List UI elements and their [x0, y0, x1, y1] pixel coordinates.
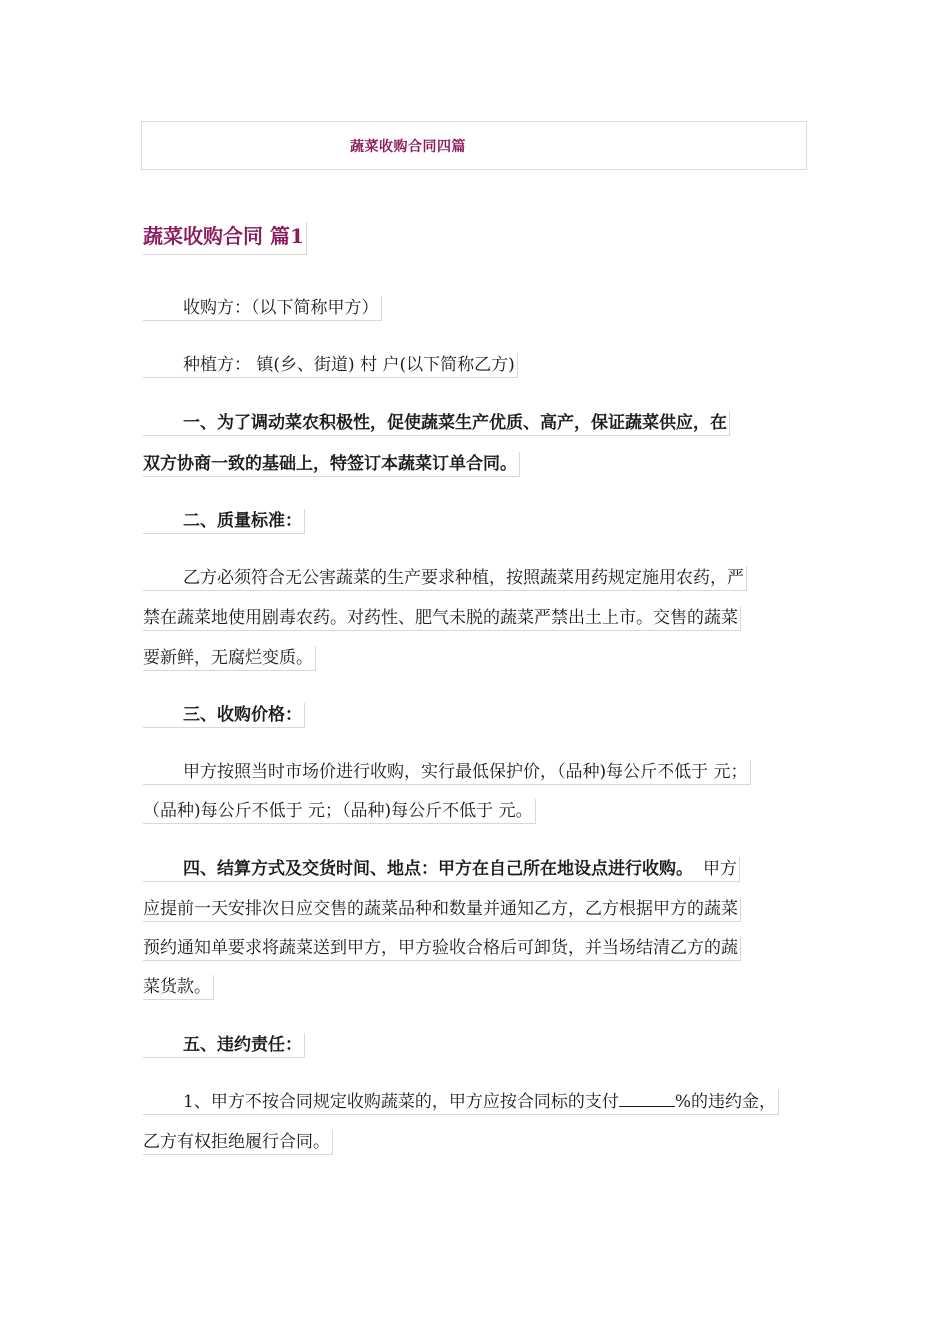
clause4-line1-tail: 甲方	[703, 859, 737, 879]
header-box	[141, 121, 807, 170]
clause2-line1: 乙方必须符合无公害蔬菜的生产要求种植，按照蔬菜用药规定施用农药，严	[143, 566, 747, 591]
clause5-item1-part2: %的违约金，	[674, 1092, 776, 1112]
percent-blank	[619, 1090, 675, 1107]
clause3-line1: 甲方按照当时市场价进行收购，实行最低保护价，（品种)每公斤不低于 元；	[143, 760, 751, 785]
clause4-line3: 预约通知单要求将蔬菜送到甲方，甲方验收合格后可卸货，并当场结清乙方的蔬	[143, 936, 741, 961]
clause5-heading: 五、违约责任：	[143, 1033, 305, 1058]
clause2-line3: 要新鲜，无腐烂变质。	[143, 646, 316, 671]
clause5-item1-part1: 1、甲方不按合同规定收购蔬菜的，甲方应按合同标的支付	[183, 1092, 619, 1112]
grower-line: 种植方： 镇(乡、街道) 村 户(以下简称乙方)	[143, 353, 518, 378]
clause3-line2: （品种)每公斤不低于 元；（品种)每公斤不低于 元。	[143, 799, 536, 824]
clause4-line2: 应提前一天安排次日应交售的蔬菜品种和数量并通知乙方，乙方根据甲方的蔬菜	[143, 897, 741, 922]
document-title: 蔬菜收购合同四篇	[350, 139, 466, 155]
clause4-line1	[143, 857, 740, 882]
clause4-heading: 四、结算方式及交货时间、地点：甲方在自己所在地设点进行收购。	[183, 859, 693, 879]
clause5-item1-line1	[143, 1090, 779, 1115]
clause3-heading: 三、收购价格：	[143, 703, 305, 728]
clause2-heading: 二、质量标准：	[143, 509, 305, 534]
clause1-line1: 一、为了调动菜农积极性，促使蔬菜生产优质、高产，保证蔬菜供应，在	[143, 411, 730, 436]
clause4-line4: 菜货款。	[143, 975, 214, 1000]
buyer-line: 收购方：（以下简称甲方）	[143, 296, 382, 321]
clause2-line2: 禁在蔬菜地使用剧毒农药。对药性、肥气未脱的蔬菜严禁出土上市。交售的蔬菜	[143, 606, 741, 631]
section-title: 蔬菜收购合同 篇1	[143, 222, 307, 255]
clause1-line2: 双方协商一致的基础上，特签订本蔬菜订单合同。	[143, 452, 520, 477]
clause5-item1-line2: 乙方有权拒绝履行合同。	[143, 1130, 333, 1155]
